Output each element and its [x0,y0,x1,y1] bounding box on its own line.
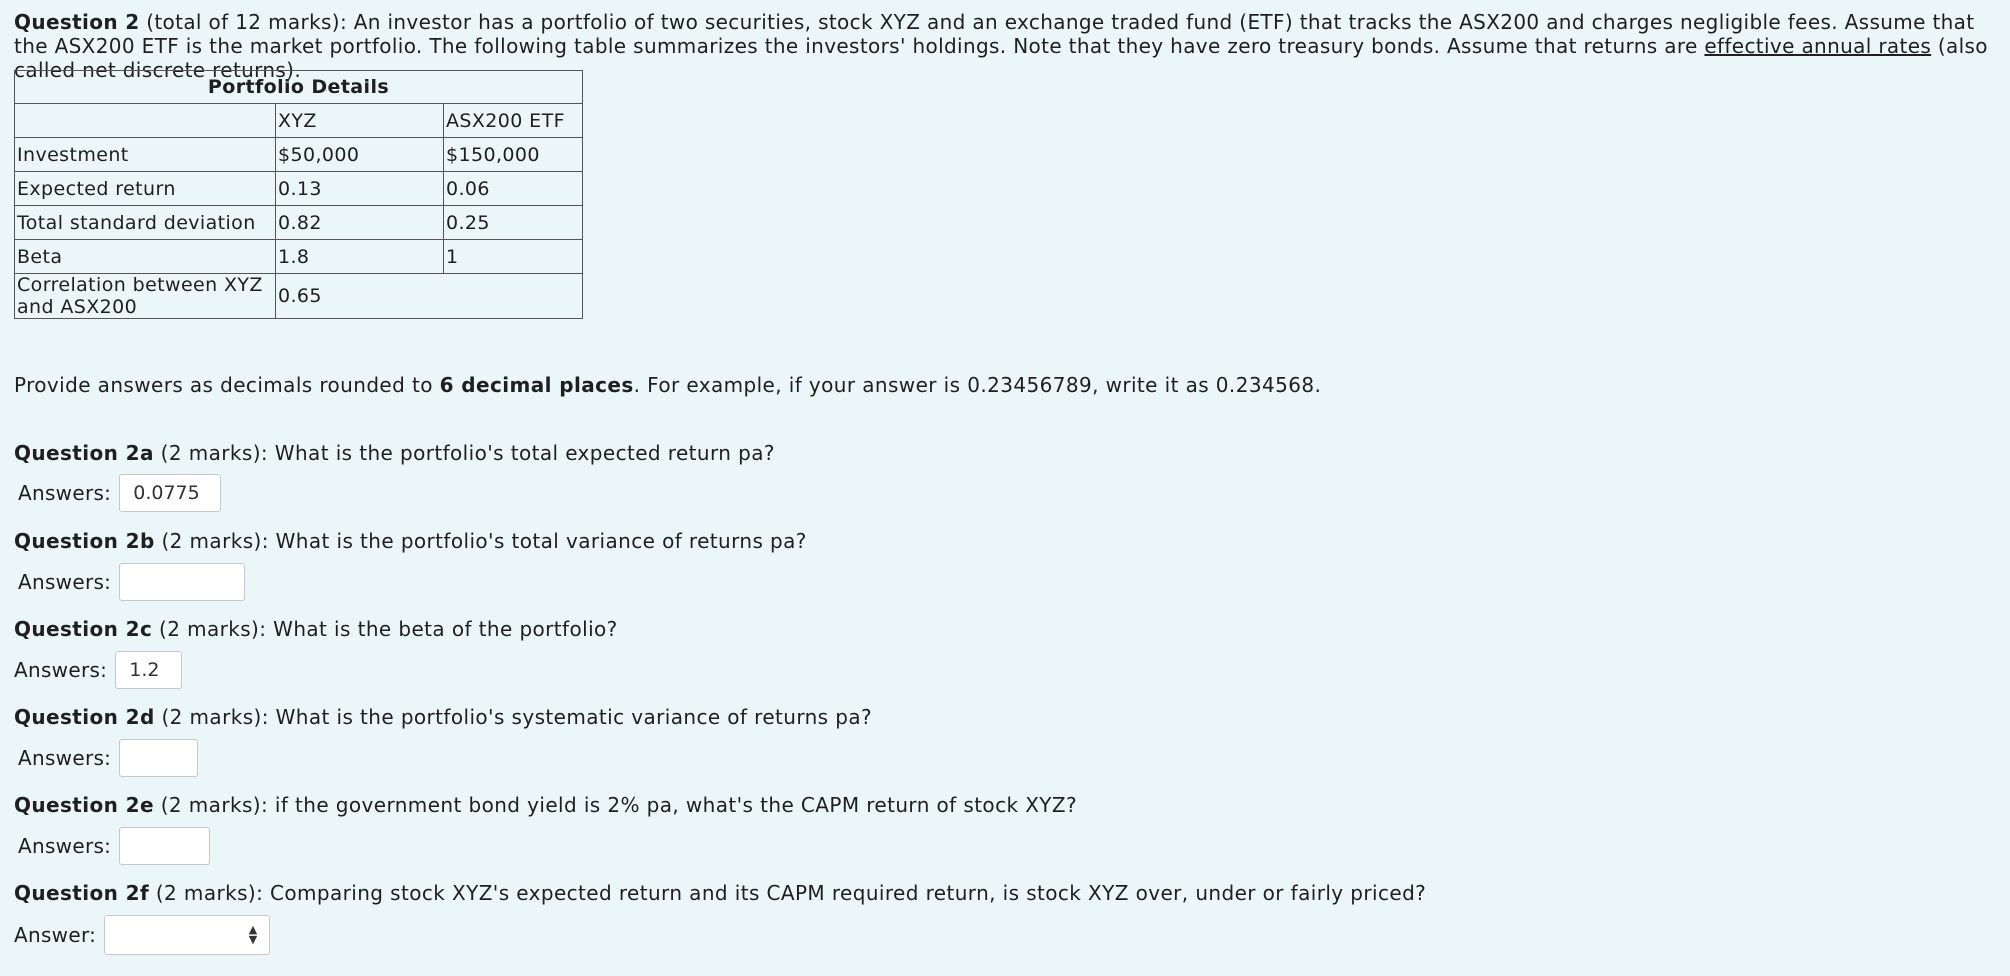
answer-label: Answers: [18,481,112,505]
question-text: (2 marks): What is the beta of the portfolio? [152,617,618,641]
header-cell: ASX200 ETF [444,104,583,138]
answer-row-2c [14,651,182,689]
question-title: Question 2 [14,10,140,34]
table-row [15,240,583,274]
table-caption: Portfolio Details [14,70,583,103]
question-2e [14,793,1077,817]
select-updown-icon: ▲ ▼ [248,923,258,946]
table-cell: $50,000 [276,138,444,172]
question-text: (2 marks): Comparing stock XYZ's expected return and its CAPM required return, is stock XYZ over, under or fairly priced? [149,881,1427,905]
question-2d [14,705,872,729]
header-cell: XYZ [276,104,444,138]
answer-input-2b[interactable] [119,563,245,601]
table-cell: 0.25 [444,206,583,240]
question-label: Question 2b [14,529,155,553]
rounding-note [14,373,1321,397]
note-bold: 6 decimal places [439,373,634,397]
answer-label: Answers: [14,658,108,682]
row-label: Correlation between XYZ and ASX200 [15,274,276,319]
question-label: Question 2f [14,881,150,905]
intro-text-1: (total of 12 marks): An investor has a portfolio of two securities, stock XYZ and an exchange traded fund (ETF) that tracks the ASX200 and charges negligible fees. Assume that the ASX200 ETF is the market portfolio. The following table summarizes the investors' holdings. Note that they have zero treasury bonds. Assume that returns are [14,10,1975,58]
table-cell: 0.82 [276,206,444,240]
table-cell: 1 [444,240,583,274]
table-cell: $150,000 [444,138,583,172]
row-label: Beta [15,240,276,274]
answer-label: Answers: [18,834,112,858]
question-2c [14,617,618,641]
row-label: Expected return [15,172,276,206]
table-row [15,206,583,240]
answer-input-2d[interactable] [119,739,198,777]
answer-row-2f [14,915,270,955]
question-2f [14,881,1426,905]
answer-label: Answer: [14,923,97,947]
intro-text-2: (also [1937,34,1988,58]
table-row [15,138,583,172]
note-text-2: . For example, if your answer is 0.23456789, write it as 0.234568. [633,373,1322,397]
question-text: (2 marks): What is the portfolio's systematic variance of returns pa? [154,705,873,729]
row-label: Investment [15,138,276,172]
question-text: (2 marks): What is the portfolio's total expected return pa? [153,441,775,465]
answer-input-2a[interactable] [119,474,221,512]
table-header-row [15,104,583,138]
answer-input-2c[interactable] [115,651,182,689]
answer-select-2f[interactable] [104,915,270,955]
table-cell: 0.13 [276,172,444,206]
answer-row-2d [18,739,198,777]
header-cell [15,104,276,138]
note-text-1: Provide answers as decimals rounded to [14,373,440,397]
answer-input-2e[interactable] [119,827,210,865]
table-row [15,274,583,319]
question-label: Question 2a [14,441,154,465]
table-row [15,172,583,206]
portfolio-table [14,70,583,319]
table-cell: 0.06 [444,172,583,206]
question-2a [14,441,775,465]
answer-label: Answers: [18,746,112,770]
question-text: (2 marks): if the government bond yield is 2% pa, what's the CAPM return of stock XYZ? [153,793,1078,817]
table-cell: 0.65 [276,274,583,319]
question-text: (2 marks): What is the portfolio's total variance of returns pa? [154,529,807,553]
question-label: Question 2e [14,793,154,817]
question-2b [14,529,807,553]
table-cell: 1.8 [276,240,444,274]
answer-row-2a [18,474,221,512]
row-label: Total standard deviation [15,206,276,240]
question-label: Question 2c [14,617,153,641]
question-label: Question 2d [14,705,155,729]
answer-row-2e [18,827,210,865]
answer-row-2b [18,563,245,601]
effective-annual-rates-text: effective annual rates [1704,34,1932,58]
answer-label: Answers: [18,570,112,594]
